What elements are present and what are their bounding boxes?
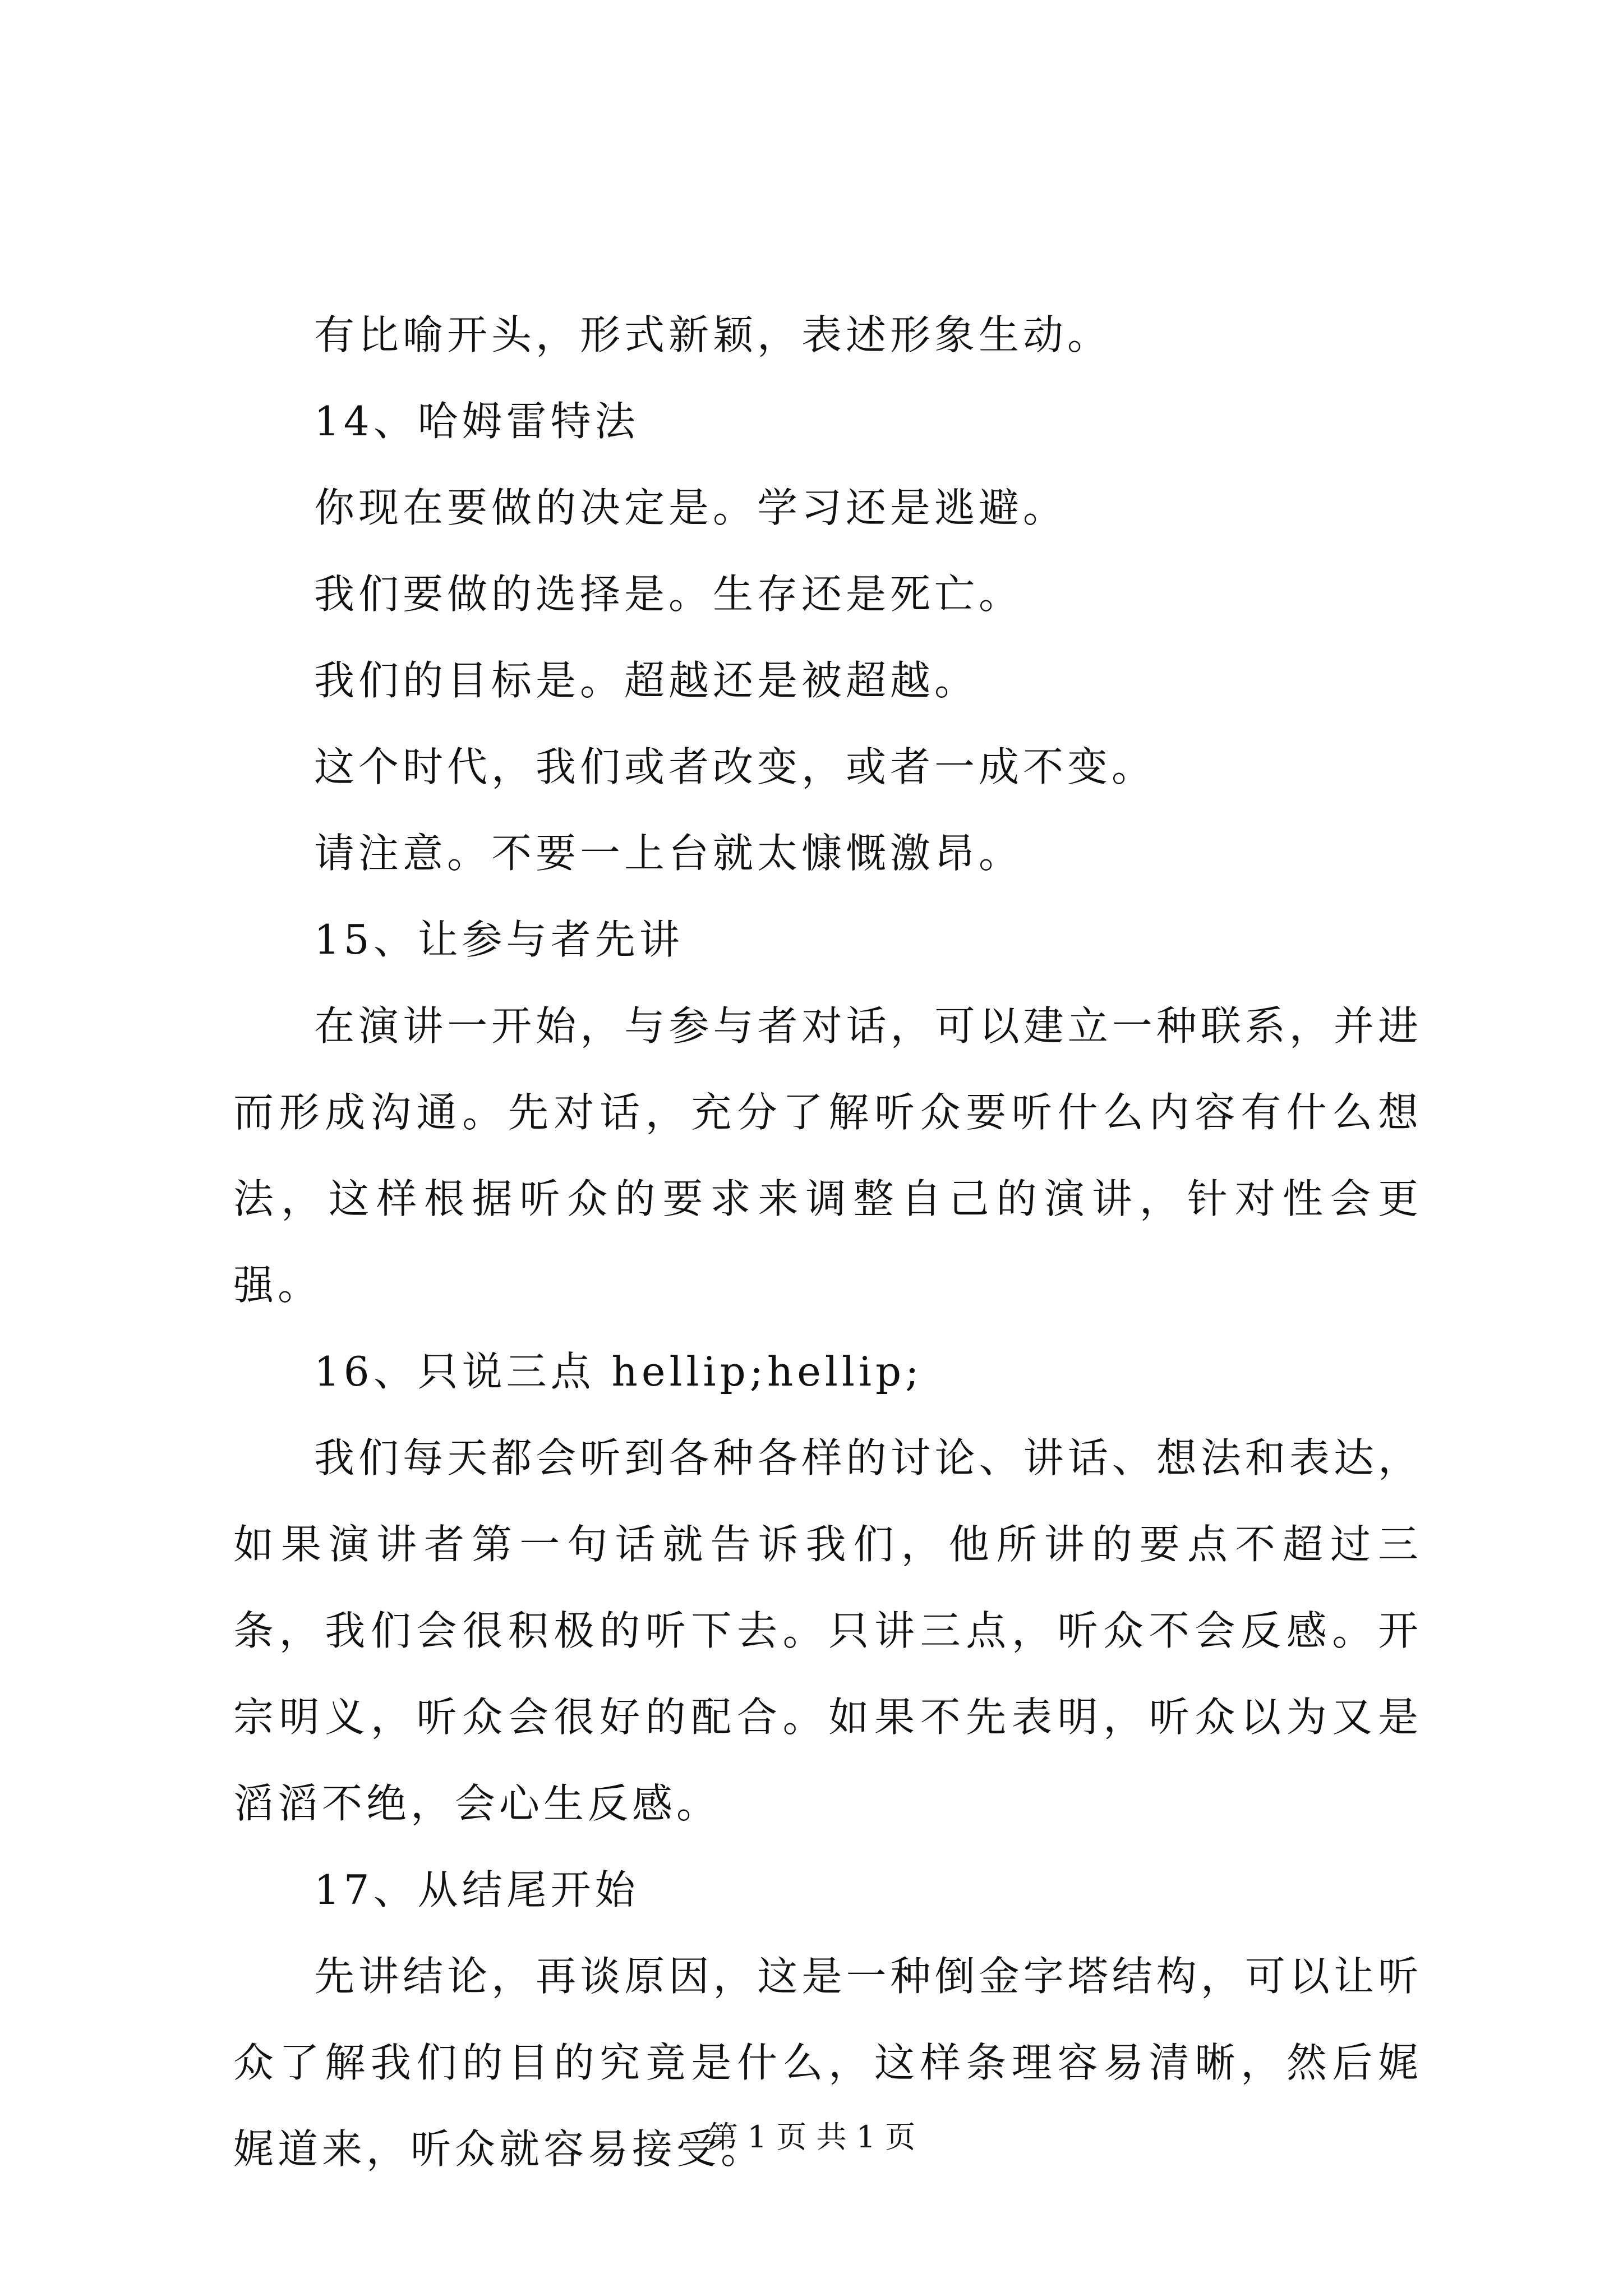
paragraph: 我们的目标是。超越还是被超越。 [314,657,979,704]
paragraph: 请注意。不要一上台就太慷慨激昂。 [314,830,1023,877]
paragraph: 先讲结论，再谈原因，这是一种倒金字塔结构，可以让听众了解我们的目的究竟是什么，这样条理容易清晰，然后娓娓道来，听众就容易接受。 [233,1953,1422,2173]
paragraph: 我们每天都会听到各种各样的讨论、讲话、想法和表达，如果演讲者第一句话就告诉我们，他所讲的要点不超过三条，我们会很积极的听下去。只讲三点，听众不会反感。开宗明义，听众会很好的配合。如果不先表明，听众以为又是滔滔不绝，会心生反感。 [233,1434,1422,1827]
document-body [233,292,1422,2192]
paragraph: 有比喻开头，形式新颖，表述形象生动。 [314,311,1112,358]
page-number: 第 1 页 共 1 页 [707,2119,916,2155]
section-heading: 15、让参与者先讲 [314,916,684,963]
paragraph: 在演讲一开始，与参与者对话，可以建立一种联系，并进而形成沟通。先对话，充分了解听众要听什么内容有什么想法，这样根据听众的要求来调整自己的演讲，针对性会更强。 [233,1002,1422,1309]
section-heading: 16、只说三点 hellip;hellip; [314,1348,923,1395]
page-footer [0,2115,1623,2160]
section-heading: 17、从结尾开始 [314,1866,639,1913]
section-heading: 14、哈姆雷特法 [314,398,639,445]
paragraph: 这个时代，我们或者改变，或者一成不变。 [314,743,1156,790]
paragraph: 我们要做的选择是。生存还是死亡。 [314,570,1023,618]
paragraph: 你现在要做的决定是。学习还是逃避。 [314,484,1068,531]
